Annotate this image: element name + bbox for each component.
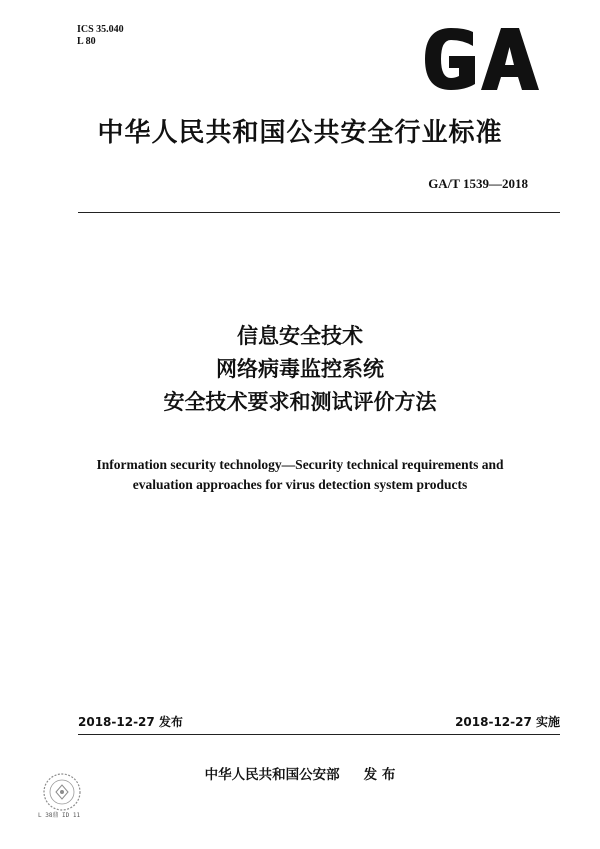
chinese-title-line: 安全技术要求和测试评价方法	[163, 390, 437, 414]
ccs-code: L 80	[77, 36, 96, 47]
english-title	[0, 455, 600, 495]
ics-code: ICS 35.040	[77, 24, 124, 35]
ga-logo-icon	[421, 28, 541, 90]
header-divider	[78, 212, 560, 213]
seal-caption: L 38鼎 ID 11	[38, 812, 81, 819]
official-seal-stamp	[32, 768, 92, 828]
ga-logo	[421, 28, 541, 90]
publisher-name: 中华人民共和国公安部	[204, 767, 340, 783]
publish-action: 发 布	[363, 767, 396, 783]
classification-codes	[77, 24, 124, 48]
english-title-line: evaluation approaches for virus detection system products	[132, 477, 468, 492]
chinese-title	[0, 320, 600, 419]
standard-category-title: 中华人民共和国公共安全行业标准	[97, 118, 503, 148]
english-title-line: Information security technology—Security technical requirements and	[96, 457, 504, 472]
chinese-title-line: 信息安全技术	[237, 324, 363, 348]
issue-date: 2018-12-27 发布	[78, 715, 183, 729]
implementation-date: 2018-12-27 实施	[455, 715, 560, 729]
footer-divider	[78, 734, 560, 735]
seal-icon	[32, 768, 92, 828]
standard-number: GA/T 1539—2018	[428, 176, 528, 191]
chinese-title-line: 网络病毒监控系统	[216, 357, 384, 381]
